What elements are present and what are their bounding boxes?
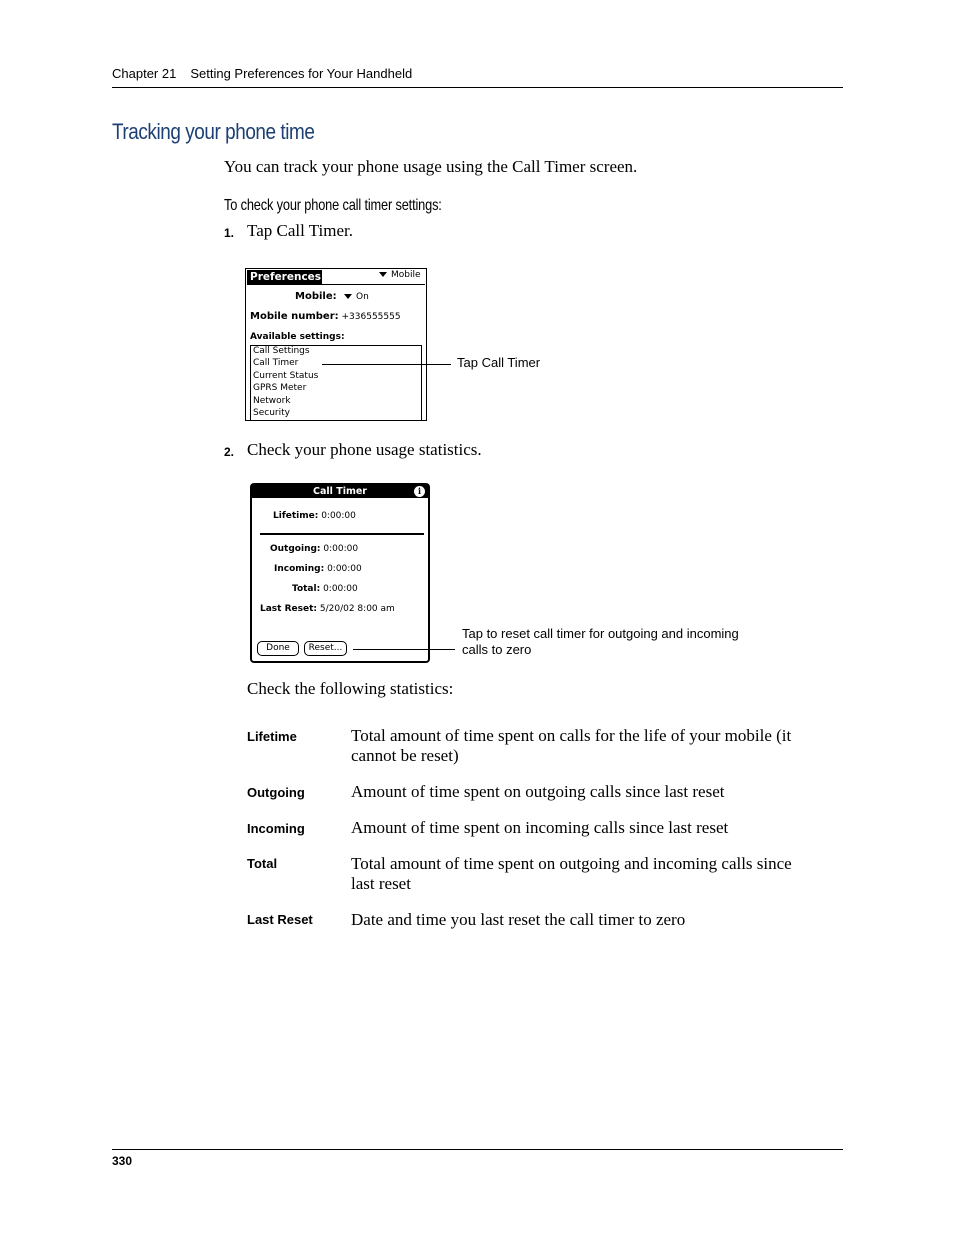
list-item[interactable]: Call Settings	[253, 346, 310, 356]
step-text-2: Check your phone usage statistics.	[247, 440, 482, 459]
step-text-1: Tap Call Timer.	[247, 221, 354, 240]
total-label: Total:	[292, 584, 321, 594]
last-reset-label: Last Reset:	[260, 604, 317, 614]
def-line: last reset	[351, 874, 411, 893]
intro-paragraph: You can track your phone usage using the Call Timer screen.	[224, 157, 638, 176]
def-line: Total amount of time spent on calls for the life of your mobile (it	[351, 726, 792, 745]
list-item[interactable]: Security	[253, 408, 290, 418]
callout-leader-line	[353, 649, 455, 650]
incoming-row	[274, 564, 362, 574]
reset-button[interactable]: Reset...	[304, 641, 347, 656]
category-picker[interactable]	[379, 270, 421, 280]
done-button[interactable]: Done	[257, 641, 299, 656]
def-last-reset: Date and time you last reset the call timer to zero	[351, 910, 686, 929]
chapter-number: Chapter 21	[112, 66, 177, 81]
mobile-value: On	[356, 292, 369, 302]
stats-intro: Check the following statistics:	[247, 679, 454, 698]
mobile-number-label: Mobile number:	[250, 311, 339, 322]
term-outgoing: Outgoing	[247, 785, 305, 800]
list-item[interactable]: Call Timer	[253, 358, 299, 368]
call-timer-title: Call Timer	[313, 486, 367, 497]
def-incoming: Amount of time spent on incoming calls since last reset	[351, 818, 729, 837]
title-underline	[247, 284, 425, 285]
callout-reset-line-1: Tap to reset call timer for outgoing and incoming	[462, 626, 739, 641]
category-value: Mobile	[391, 270, 421, 280]
section-title: Tracking your phone time	[112, 119, 315, 144]
total-value: 0:00:00	[323, 584, 358, 594]
incoming-value: 0:00:00	[327, 564, 362, 574]
lifetime-label: Lifetime:	[273, 511, 319, 521]
lifetime-value: 0:00:00	[321, 511, 356, 521]
footer-rule	[112, 1149, 843, 1150]
mobile-number-row	[250, 311, 401, 322]
list-item[interactable]: Network	[253, 396, 291, 406]
divider	[260, 533, 424, 535]
header-rule	[112, 87, 843, 88]
def-outgoing: Amount of time spent on outgoing calls since last reset	[351, 782, 725, 801]
mobile-number-value: +336555555	[341, 312, 401, 322]
callout-leader-line	[322, 364, 451, 365]
dropdown-triangle-icon	[344, 294, 352, 299]
term-incoming: Incoming	[247, 821, 305, 836]
term-total: Total	[247, 856, 278, 871]
preferences-screenshot	[245, 268, 427, 421]
available-settings-label: Available settings:	[250, 332, 345, 342]
lifetime-row	[273, 511, 356, 521]
running-header	[112, 66, 412, 81]
info-icon[interactable]: i	[414, 486, 425, 497]
dropdown-triangle-icon	[379, 272, 387, 277]
procedure-heading: To check your phone call timer settings:	[224, 197, 442, 214]
call-timer-title-bar	[252, 485, 428, 498]
def-line: Total amount of time spent on outgoing and incoming calls since	[351, 854, 792, 873]
list-item[interactable]: Current Status	[253, 371, 319, 381]
preferences-tab: Preferences	[247, 270, 322, 284]
last-reset-row	[260, 604, 395, 614]
page-number: 330	[112, 1154, 133, 1168]
outgoing-row	[270, 544, 358, 554]
def-total	[351, 854, 841, 894]
term-last-reset: Last Reset	[247, 912, 313, 927]
mobile-picker[interactable]	[344, 292, 369, 302]
def-lifetime	[351, 726, 841, 766]
callout-tap-call-timer: Tap Call Timer	[457, 355, 541, 370]
total-row	[292, 584, 358, 594]
def-line: cannot be reset)	[351, 746, 459, 765]
step-number-2: 2.	[224, 445, 235, 459]
outgoing-label: Outgoing:	[270, 544, 321, 554]
list-item[interactable]: GPRS Meter	[253, 383, 307, 393]
outgoing-value: 0:00:00	[323, 544, 359, 554]
term-lifetime: Lifetime	[247, 729, 297, 744]
step-number-1: 1.	[224, 226, 235, 240]
callout-reset	[462, 626, 739, 658]
callout-reset-line-2: calls to zero	[462, 642, 532, 657]
settings-list	[250, 345, 422, 421]
last-reset-value: 5/20/02 8:00 am	[319, 604, 395, 614]
mobile-label: Mobile:	[295, 291, 337, 302]
chapter-title: Setting Preferences for Your Handheld	[190, 66, 413, 81]
incoming-label: Incoming:	[274, 564, 325, 574]
call-timer-screenshot	[250, 483, 430, 663]
